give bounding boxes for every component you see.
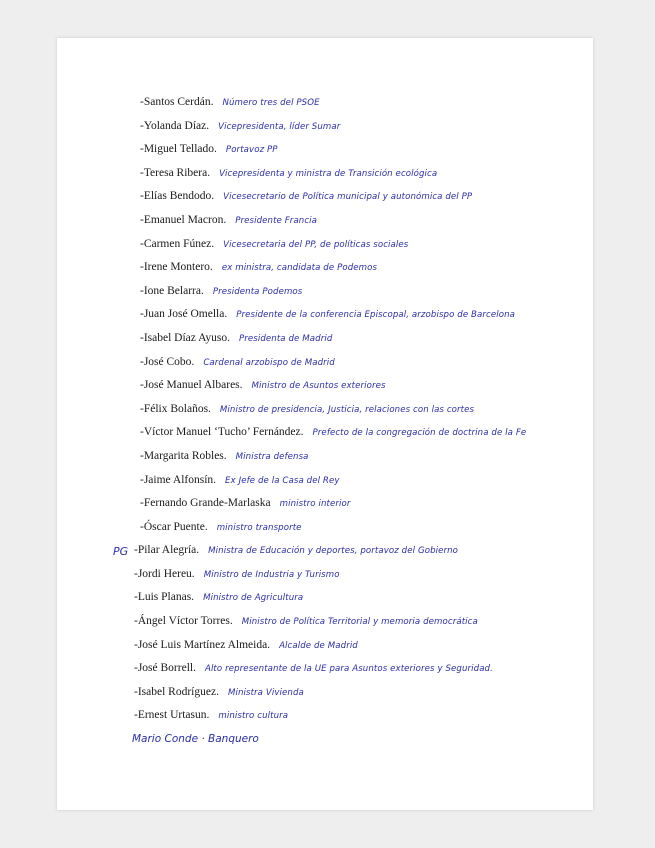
person-name: -José Cobo. bbox=[140, 355, 195, 368]
person-name: -Ernest Urtasun. bbox=[134, 709, 210, 722]
handwritten-note: Ministro de Asuntos exteriores bbox=[251, 381, 386, 392]
list-item bbox=[57, 96, 593, 120]
handwritten-note: Presidente de la conferencia Episcopal, arzobispo de Barcelona bbox=[236, 310, 516, 321]
handwritten-note: ministro cultura bbox=[218, 711, 289, 722]
document-page bbox=[57, 38, 593, 810]
list-item bbox=[57, 261, 593, 285]
handwritten-note: Ministra de Educación y deportes, portavoz del Gobierno bbox=[208, 546, 459, 557]
list-item bbox=[57, 379, 593, 403]
handwritten-note: Ministro de Industria y Turismo bbox=[203, 569, 340, 580]
list-item bbox=[57, 426, 593, 450]
handwritten-note: Ministro de presidencia, Justicia, relaciones con las cortes bbox=[219, 404, 475, 415]
list-item bbox=[57, 615, 593, 639]
person-name: -José Manuel Albares. bbox=[140, 379, 243, 392]
handwritten-note: Vicepresidenta, líder Sumar bbox=[218, 121, 341, 132]
list-item bbox=[57, 238, 593, 262]
handwritten-note: ministro interior bbox=[279, 499, 351, 510]
handwritten-note: ex ministra, candidata de Podemos bbox=[221, 263, 378, 274]
person-name: -José Borrell. bbox=[134, 662, 196, 675]
handwritten-note: Presidente Francia bbox=[235, 215, 318, 226]
person-name: -Jaime Alfonsín. bbox=[140, 473, 217, 486]
person-name: -Fernando Grande-Marlaska bbox=[140, 497, 271, 510]
list-item bbox=[57, 214, 593, 238]
list-item bbox=[57, 733, 593, 757]
list-item bbox=[57, 190, 593, 214]
person-name: -Pilar Alegría. bbox=[134, 544, 200, 557]
person-name: -Óscar Puente. bbox=[140, 520, 208, 533]
list-item bbox=[57, 639, 593, 663]
list-item bbox=[57, 544, 593, 568]
handwritten-note: Ministro de Agricultura bbox=[203, 593, 304, 604]
list-item bbox=[57, 356, 593, 380]
handwritten-note: Presidenta Podemos bbox=[212, 286, 303, 297]
list-item bbox=[57, 285, 593, 309]
handwritten-note: Número tres del PSOE bbox=[222, 98, 320, 108]
person-name: -Ángel Víctor Torres. bbox=[134, 615, 233, 628]
list-item bbox=[57, 143, 593, 167]
list-item bbox=[57, 662, 593, 686]
person-name: -Teresa Ribera. bbox=[140, 166, 211, 179]
handwritten-note: Vicepresidenta y ministra de Transición ecológica bbox=[219, 168, 438, 179]
handwritten-note: Ministra Vivienda bbox=[227, 687, 304, 698]
handwritten-note: Presidenta de Madrid bbox=[238, 333, 333, 344]
list-item bbox=[57, 497, 593, 521]
list-item bbox=[57, 450, 593, 474]
list-item bbox=[57, 568, 593, 592]
handwritten-note: Cardenal arzobispo de Madrid bbox=[203, 357, 335, 368]
handwritten-entry: Mario Conde · Banquero bbox=[132, 733, 259, 746]
person-name: -Miguel Tellado. bbox=[140, 143, 217, 156]
list-item bbox=[57, 332, 593, 356]
handwritten-note: Prefecto de la congregación de doctrina de la Fe bbox=[312, 428, 527, 439]
list-item bbox=[57, 120, 593, 144]
person-name: -Víctor Manuel ‘Tucho’ Fernández. bbox=[140, 426, 304, 439]
person-name: -Yolanda Díaz. bbox=[140, 119, 210, 132]
person-name: -José Luis Martínez Almeida. bbox=[134, 638, 271, 651]
list-item bbox=[57, 308, 593, 332]
handwritten-note: Portavoz PP bbox=[225, 145, 278, 156]
person-name: -Ione Belarra. bbox=[140, 284, 204, 297]
person-name: -Jordi Hereu. bbox=[134, 567, 195, 580]
person-name: -Emanuel Macron. bbox=[140, 213, 227, 226]
handwritten-note: Vicesecretario de Política municipal y autonómica del PP bbox=[223, 192, 473, 203]
person-name: -Margarita Robles. bbox=[140, 449, 227, 462]
handwritten-note: Alto representante de la UE para Asuntos exteriores y Seguridad. bbox=[204, 664, 493, 675]
list-item bbox=[57, 521, 593, 545]
person-name: -Isabel Rodríguez. bbox=[134, 685, 219, 698]
list-item bbox=[57, 167, 593, 191]
person-name: -Luis Planas. bbox=[134, 591, 195, 604]
handwritten-marker: PG bbox=[113, 545, 129, 559]
person-name: -Santos Cerdán. bbox=[140, 96, 214, 108]
list-item bbox=[57, 474, 593, 498]
list-item bbox=[57, 591, 593, 615]
handwritten-note: Vicesecretaria del PP, de políticas sociales bbox=[223, 239, 409, 250]
handwritten-note: Alcalde de Madrid bbox=[279, 640, 358, 651]
list-item bbox=[57, 709, 593, 733]
person-name: -Irene Montero. bbox=[140, 261, 213, 274]
person-name: -Félix Bolaños. bbox=[140, 402, 211, 415]
handwritten-note: Ministra defensa bbox=[235, 451, 309, 462]
person-name: -Carmen Fúnez. bbox=[140, 237, 215, 250]
handwritten-note: ministro transporte bbox=[216, 522, 302, 533]
person-name: -Juan José Omella. bbox=[140, 308, 228, 321]
list-item bbox=[57, 403, 593, 427]
handwritten-note: Ministro de Política Territorial y memoria democrática bbox=[241, 617, 478, 628]
list-item bbox=[57, 686, 593, 710]
person-name: -Elías Bendodo. bbox=[140, 190, 215, 203]
name-list bbox=[57, 96, 593, 757]
person-name: -Isabel Díaz Ayuso. bbox=[140, 331, 230, 344]
handwritten-note: Ex Jefe de la Casa del Rey bbox=[225, 475, 340, 486]
